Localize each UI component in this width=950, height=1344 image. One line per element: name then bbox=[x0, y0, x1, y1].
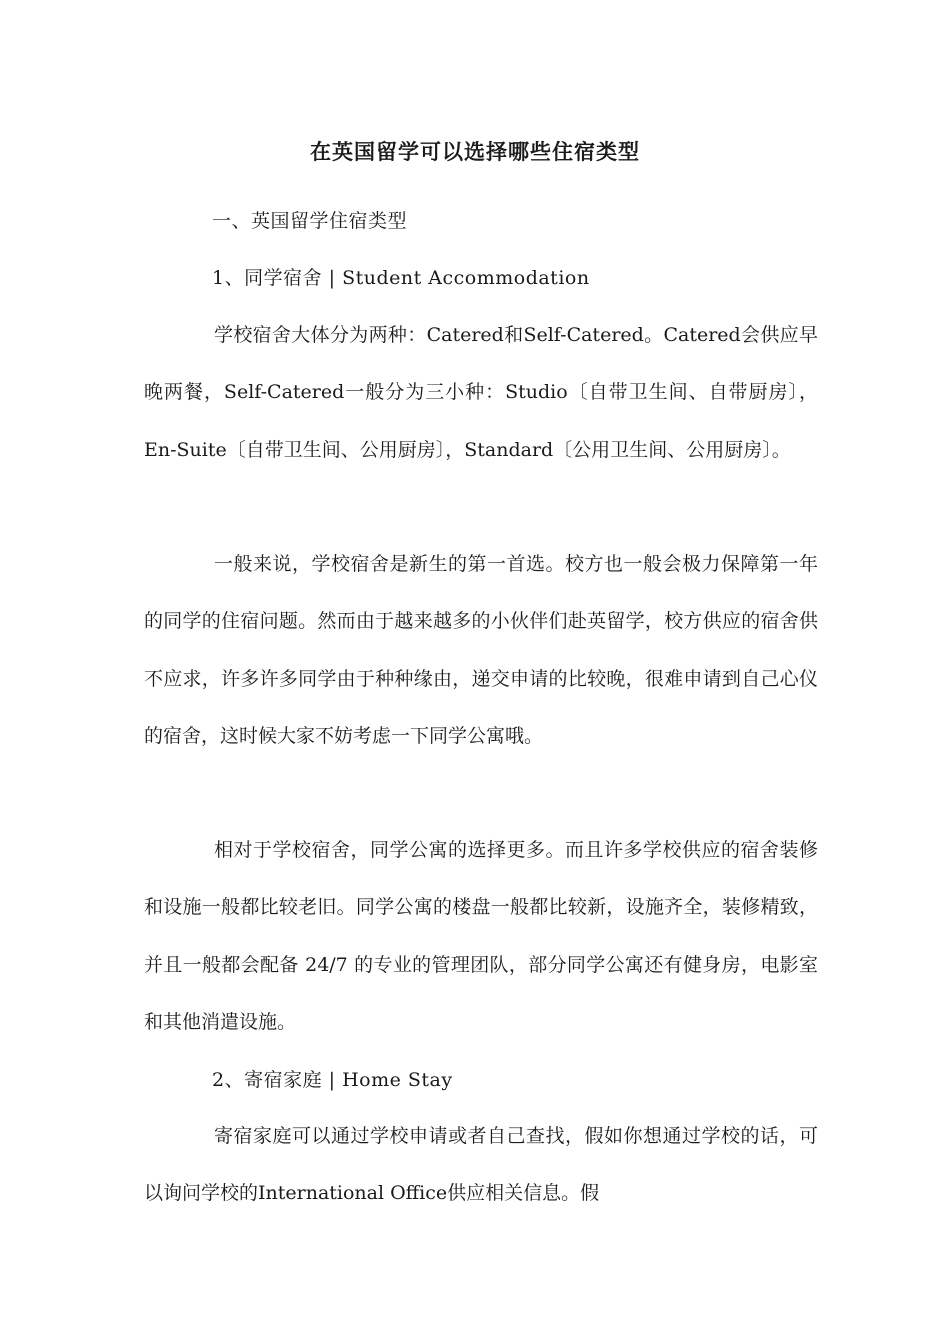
subsection-heading-student-accommodation: 1、同学宿舍 | Student Accommodation bbox=[212, 267, 590, 289]
paragraph-dorm-first-choice bbox=[144, 536, 818, 765]
paragraph-text: 相对于学校宿舍，同学公寓的选择更多。而且许多学校供应的宿舍装修和设施一般都比较老旧。同学公寓的楼盘一般都比较新，设施齐全，装修精致，并且一般都会配备 24/7 的专业的管理团队，部分同学公寓还有健身房，电影室和其他消遣设施。 bbox=[144, 839, 818, 1033]
paragraph-dorm-types bbox=[144, 307, 818, 479]
paragraph-student-apartments bbox=[144, 822, 818, 1051]
paragraph-text: 学校宿舍大体分为两种：Catered和Self-Catered。Catered会供应早晚两餐，Self-Catered一般分为三小种：Studio〔自带卫生间、自带厨房〕，En-Suite〔自带卫生间、公用厨房〕，Standard〔公用卫生间、公用厨房〕。 bbox=[144, 324, 818, 461]
paragraph-text: 一般来说，学校宿舍是新生的第一首选。校方也一般会极力保障第一年的同学的住宿问题。然而由于越来越多的小伙伴们赴英留学，校方供应的宿舍供不应求，许多许多同学由于种种缘由，递交申请的比较晚，很难申请到自己心仪的宿舍，这时候大家不妨考虑一下同学公寓哦。 bbox=[144, 553, 818, 747]
section-heading: 一、英国留学住宿类型 bbox=[212, 210, 408, 232]
document-title: 在英国留学可以选择哪些住宿类型 bbox=[310, 139, 640, 164]
subsection-heading-home-stay: 2、寄宿家庭 | Home Stay bbox=[212, 1069, 453, 1091]
paragraph-text: 寄宿家庭可以通过学校申请或者自己查找，假如你想通过学校的话，可以询问学校的International Office供应相关信息。假 bbox=[144, 1125, 818, 1205]
paragraph-home-stay bbox=[144, 1108, 818, 1223]
